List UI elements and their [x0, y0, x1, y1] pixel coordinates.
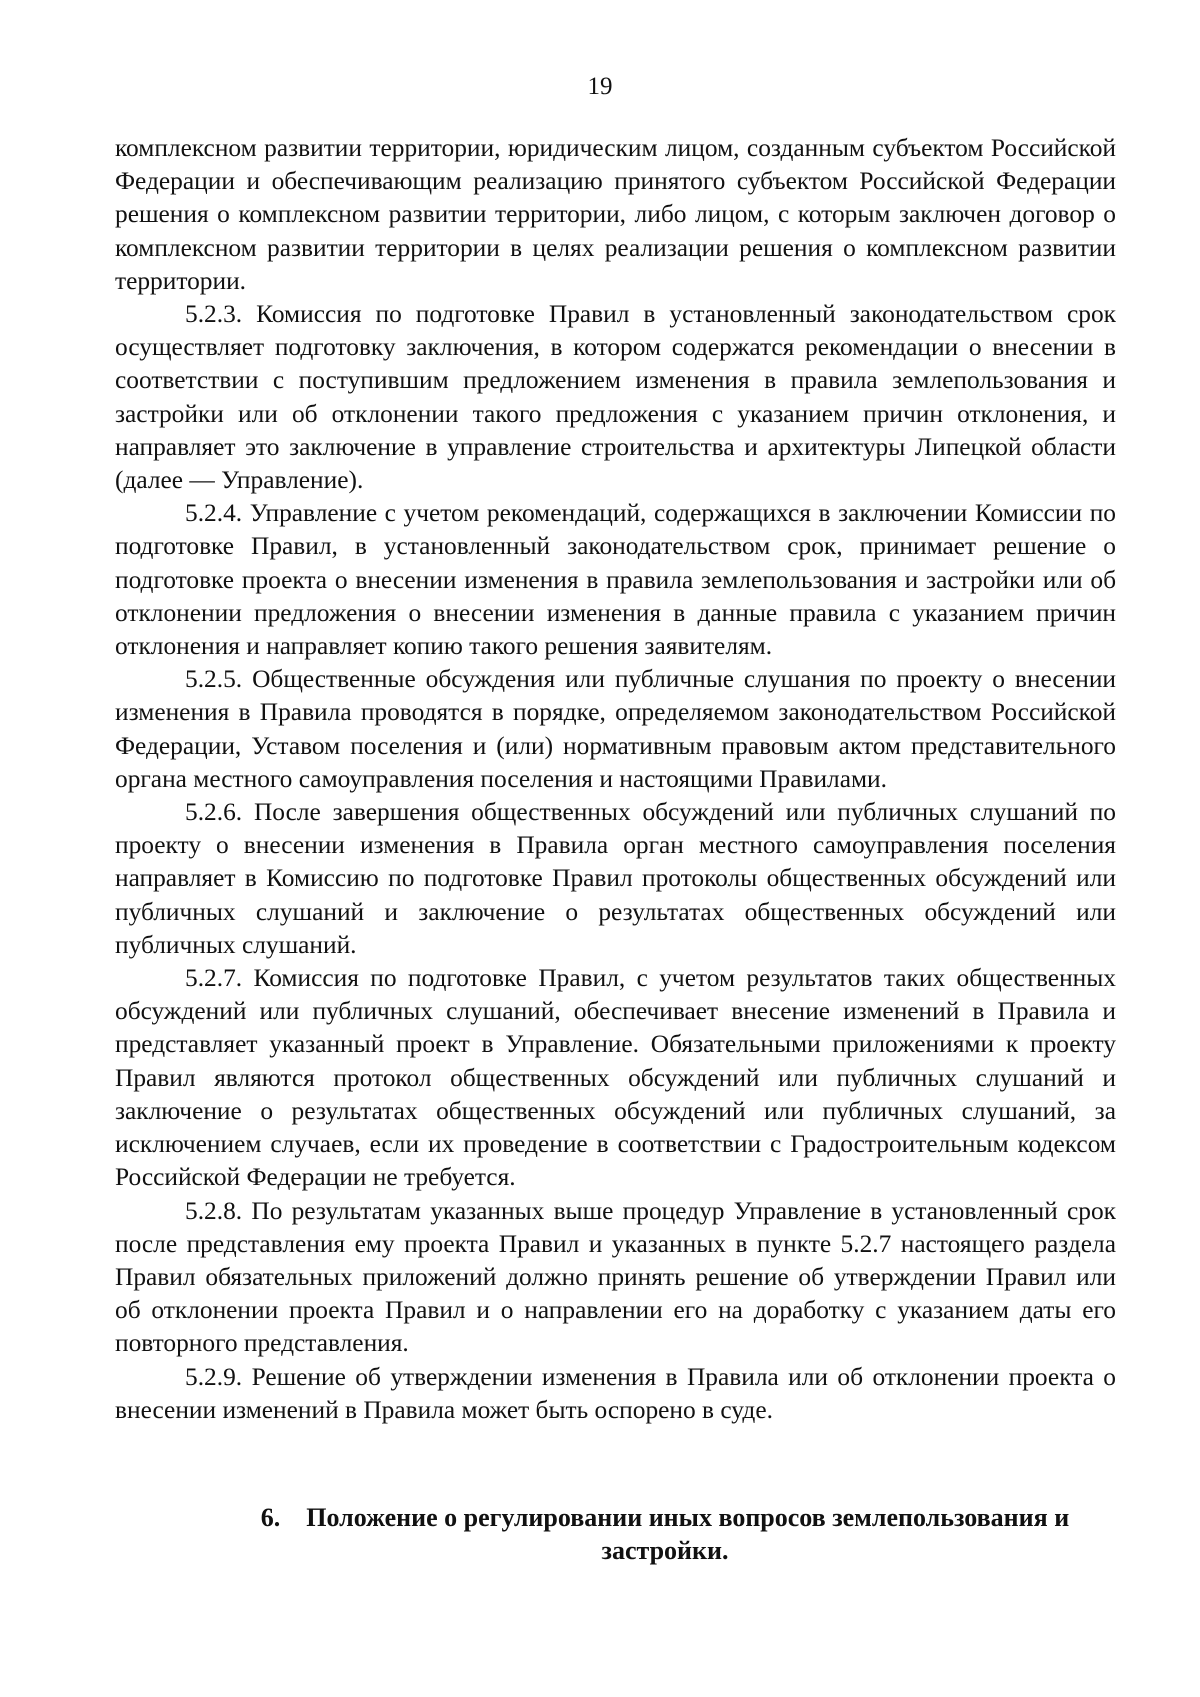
- section-number: 6.: [260, 1503, 281, 1532]
- page-number: 19: [587, 73, 613, 100]
- paragraph-text: По результатам указанных выше процедур Управление в установленный срок после представления ему проекта Правил и указанных в пункте 5.2.7 настоящего раздела Правил обязательных приложений должно принять решение об утверждении Правил или об отклонении проекта Правил и о направлении его на доработку с указанием даты его повторного представления.: [115, 1196, 1116, 1358]
- clause-number: 5.2.4.: [185, 499, 243, 528]
- paragraph-text: Решение об утверждении изменения в Правила или об отклонении проекта о внесении изменений в Правила может быть оспорено в суде.: [115, 1362, 1116, 1424]
- clause-number: 5.2.6.: [185, 798, 243, 827]
- paragraph-text: Комиссия по подготовке Правил, с учетом результатов таких общественных обсуждений или публичных слушаний, обеспечивает внесение изменений в Правила и представляет указанный проект в Управление. Обязательными приложениями к проекту Правил являются протокол общественных обсуждений или публичных слушаний и заключение о результатах общественных обсуждений или публичных слушаний, за исключением случаев, если их проведение в соответствии с Градостроительным кодексом Российской Федерации не требуется.: [115, 964, 1116, 1192]
- paragraph-5-2-4: [115, 497, 1116, 663]
- clause-number: 5.2.9.: [185, 1362, 243, 1391]
- clause-number: 5.2.7.: [185, 964, 243, 993]
- paragraph-5-2-3: [115, 298, 1116, 497]
- paragraph-text: После завершения общественных обсуждений или публичных слушаний по проекту о внесении изменения в Правила орган местного самоуправления поселения направляет в Комиссию по подготовке Правил протоколы общественных обсуждений или публичных слушаний и заключение о результатах общественных обсуждений или публичных слушаний.: [115, 798, 1116, 959]
- paragraph-text: комплексном развитии территории, юридическим лицом, созданным субъектом Российской Федерации и обеспечивающим реализацию принятого субъектом Российской Федерации решения о комплексном развитии территории, либо лицом, с которым заключен договор о комплексном развитии территории в целях реализации решения о комплексном развитии территории.: [115, 134, 1116, 295]
- paragraph-5-2-7: [115, 962, 1116, 1194]
- paragraph-5-2-6: [115, 796, 1116, 962]
- paragraph-text: Комиссия по подготовке Правил в установленный законодательством срок осуществляет подготовку заключения, в котором содержатся рекомендации о внесении в соответствии с поступившим предложением изменения в правила землепользования и застройки или об отклонении такого предложения с указанием причин отклонения, и направляет это заключение в управление строительства и архитектуры Липецкой области (далее — Управление).: [115, 300, 1116, 495]
- clause-number: 5.2.3.: [185, 300, 243, 329]
- section-heading: [200, 1501, 1130, 1567]
- body-text: [115, 132, 1116, 1427]
- clause-number: 5.2.8.: [185, 1196, 243, 1225]
- paragraph-5-2-5: [115, 663, 1116, 796]
- paragraph-text: Управление с учетом рекомендаций, содержащихся в заключении Комиссии по подготовке Правил, в установленный законодательством срок, принимает решение о подготовке проекта о внесении изменения в правила землепользования и застройки или об отклонении предложения о внесении изменения в данные правила с указанием причин отклонения и направляет копию такого решения заявителям.: [115, 499, 1116, 661]
- paragraph-5-2-8: [115, 1195, 1116, 1361]
- paragraph-text: Общественные обсуждения или публичные слушания по проекту о внесении изменения в Правила проводятся в порядке, определяемом законодательством Российской Федерации, Уставом поселения и (или) нормативным правовым актом представительного органа местного самоуправления поселения и настоящими Правилами.: [115, 665, 1116, 793]
- paragraph-5-2-9: [115, 1361, 1116, 1427]
- paragraph-continuation: [115, 132, 1116, 298]
- section-title: Положение о регулировании иных вопросов землепользования и застройки.: [306, 1503, 1070, 1565]
- clause-number: 5.2.5.: [185, 665, 243, 694]
